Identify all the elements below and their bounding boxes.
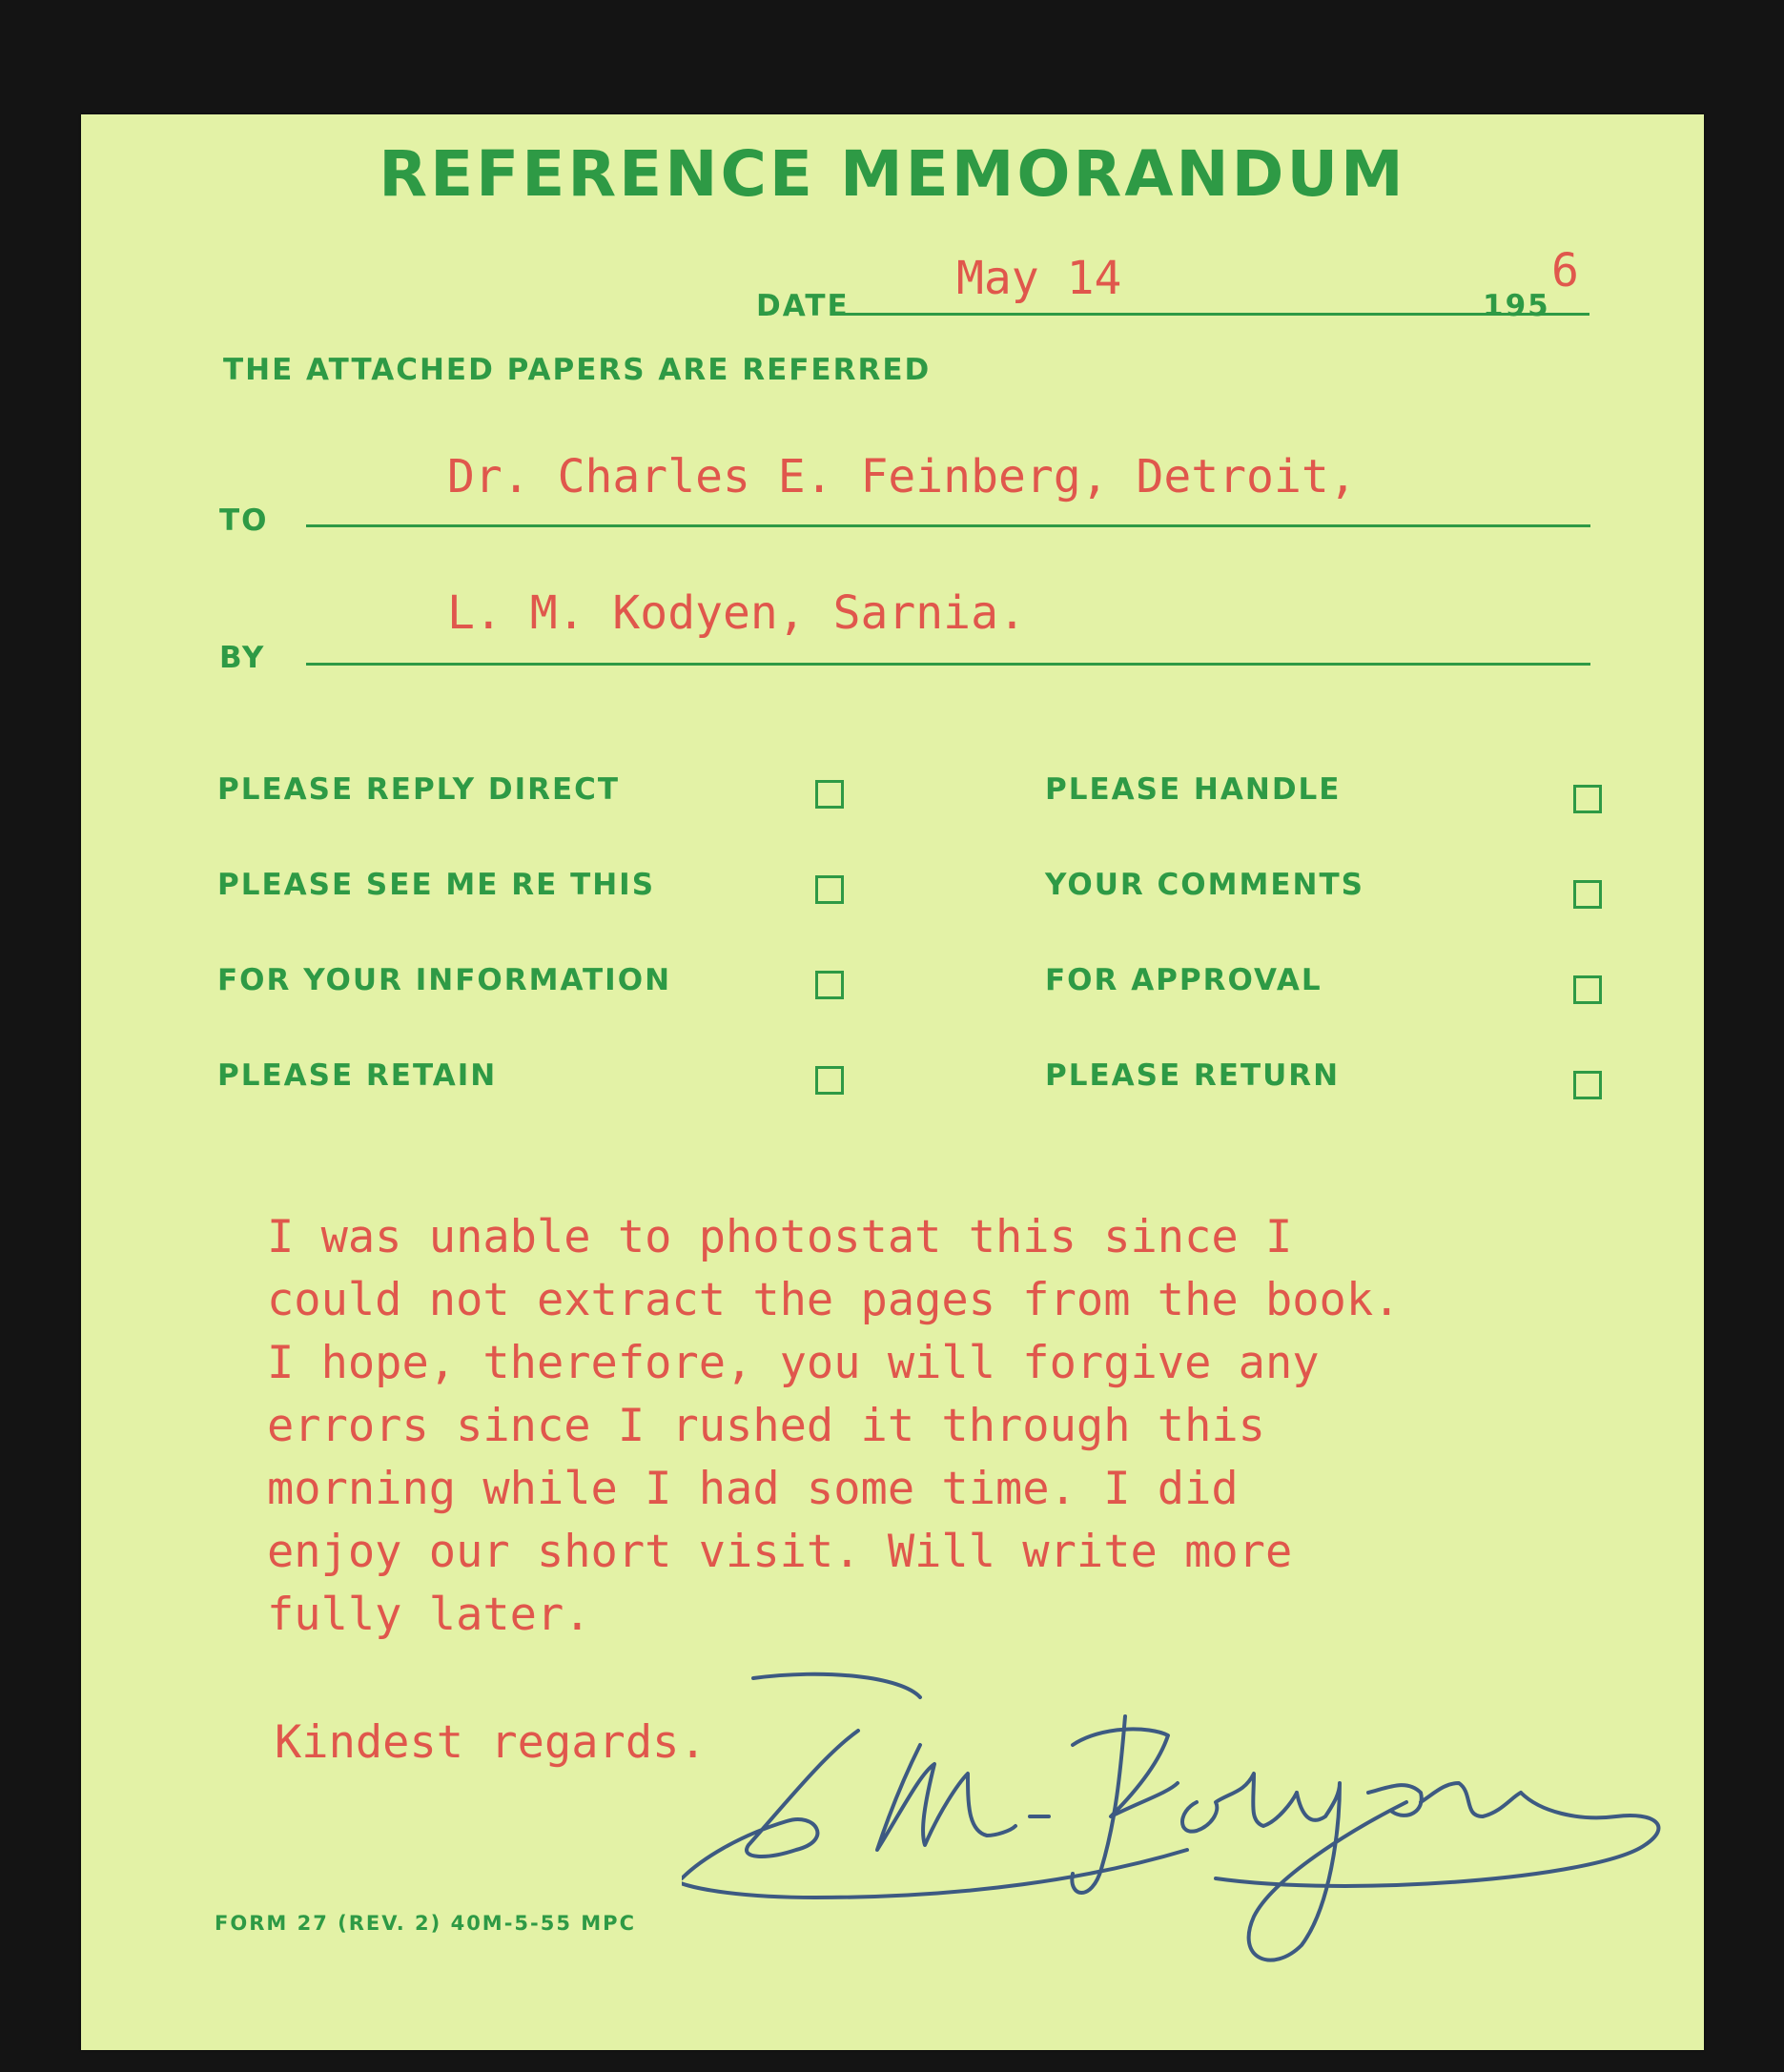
memo-sheet: [81, 114, 1704, 2050]
to-line: [306, 524, 1590, 527]
checkbox-retain[interactable]: [815, 1066, 844, 1095]
to-value: Dr. Charles E. Feinberg, Detroit,: [447, 450, 1357, 503]
option-comments: YOUR COMMENTS: [1045, 868, 1364, 902]
by-label: BY: [219, 641, 266, 675]
option-see-me: PLEASE SEE ME RE THIS: [217, 868, 656, 902]
option-handle: PLEASE HANDLE: [1045, 772, 1342, 807]
year-line: [1547, 313, 1589, 316]
option-information: FOR YOUR INFORMATION: [217, 963, 672, 997]
option-reply-direct: PLEASE REPLY DIRECT: [217, 772, 621, 807]
checkbox-comments[interactable]: [1573, 880, 1602, 909]
by-value: L. M. Kodyen, Sarnia.: [447, 586, 1026, 640]
date-label: DATE: [756, 289, 850, 323]
checkbox-see-me[interactable]: [815, 875, 844, 904]
date-value: May 14: [956, 252, 1122, 305]
signature: [682, 1659, 1731, 1983]
form-number: FORM 27 (REV. 2) 40M-5-55 MPC: [215, 1912, 636, 1935]
checkbox-reply-direct[interactable]: [815, 780, 844, 809]
option-return: PLEASE RETURN: [1045, 1058, 1341, 1093]
memo-title: REFERENCE MEMORANDUM: [379, 137, 1406, 211]
year-digit: 6: [1551, 244, 1579, 297]
by-line: [306, 663, 1590, 666]
message-body: I was unable to photostat this since I could not extract the pages from the book. I hope, therefore, you will forgive any errors since I rushed it through this morning while I had some time. I did enjoy our short visit. Will write more fully later.: [267, 1211, 1401, 1641]
year-prefix: 195: [1483, 289, 1550, 323]
checkbox-information[interactable]: [815, 971, 844, 999]
to-label: TO: [219, 503, 269, 538]
checkbox-handle[interactable]: [1573, 785, 1602, 813]
checkbox-return[interactable]: [1573, 1071, 1602, 1099]
referred-label: THE ATTACHED PAPERS ARE REFERRED: [223, 353, 932, 387]
checkbox-approval[interactable]: [1573, 975, 1602, 1004]
date-line: [836, 313, 1547, 316]
closing: Kindest regards.: [275, 1716, 707, 1769]
option-retain: PLEASE RETAIN: [217, 1058, 498, 1093]
option-approval: FOR APPROVAL: [1045, 963, 1323, 997]
